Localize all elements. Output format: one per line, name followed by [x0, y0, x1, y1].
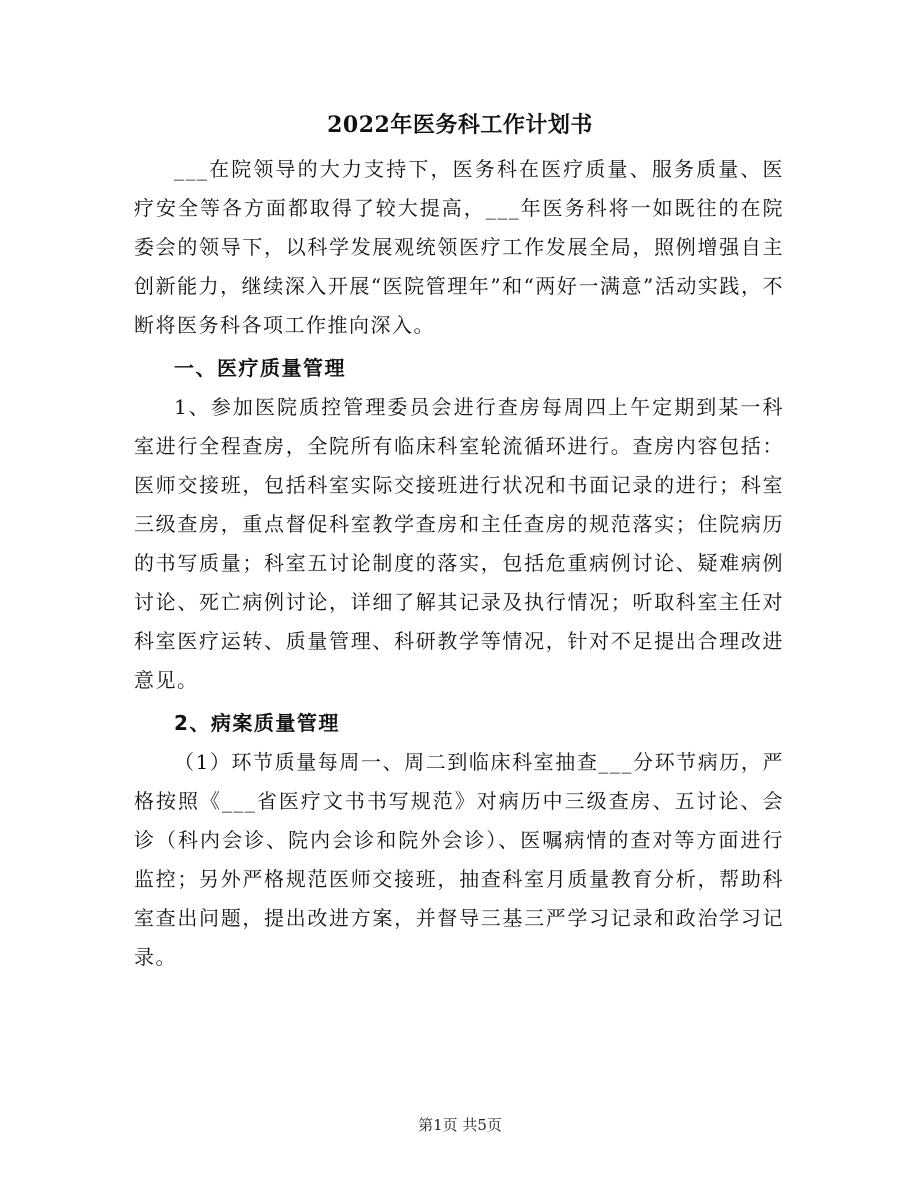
- document-body: [134, 150, 784, 977]
- section-heading-medical-quality: 一、医疗质量管理: [174, 356, 346, 380]
- page-number: 第1页 共5页: [418, 1116, 502, 1134]
- section-paragraph-medical-quality: 1、参加医院质控管理委员会进行查房每周四上午定期到某一科室进行全程查房，全院所有临床科室轮流循环进行。查房内容包括：医师交接班，包括科室实际交接班进行状况和书面记录的进行；科室三级查房，重点督促科室教学查房和主任查房的规范落实；住院病历的书写质量；科室五讨论制度的落实，包括危重病例讨论、疑难病例讨论、死亡病例讨论，详细了解其记录及执行情况；听取科室主任对科室医疗运转、质量管理、科研教学等情况，针对不足提出合理改进意见。: [134, 395, 784, 692]
- section-paragraph-case-quality: （1）环节质量每周一、周二到临床科室抽查___分环节病历，严格按照《___省医疗文书书写规范》对病历中三级查房、五讨论、会诊（科内会诊、院内会诊和院外会诊）、医嘱病情的查对等方面进行监控；另外严格规范医师交接班，抽查科室月质量教育分析，帮助科室查出问题，提出改进方案，并督导三基三严学习记录和政治学习记录。: [134, 750, 784, 969]
- intro-paragraph: ___在院领导的大力支持下，医务科在医疗质量、服务质量、医疗安全等各方面都取得了较大提高，___年医务科将一如既往的在院委会的领导下，以科学发展观统领医疗工作发展全局，照例增强自主创新能力，继续深入开展“医院管理年”和“两好一满意”活动实践，不断将医务科各项工作推向深入。: [134, 157, 784, 337]
- document-title: 2022年医务科工作计划书: [327, 112, 593, 138]
- section-heading-case-quality: 2、病案质量管理: [174, 711, 340, 735]
